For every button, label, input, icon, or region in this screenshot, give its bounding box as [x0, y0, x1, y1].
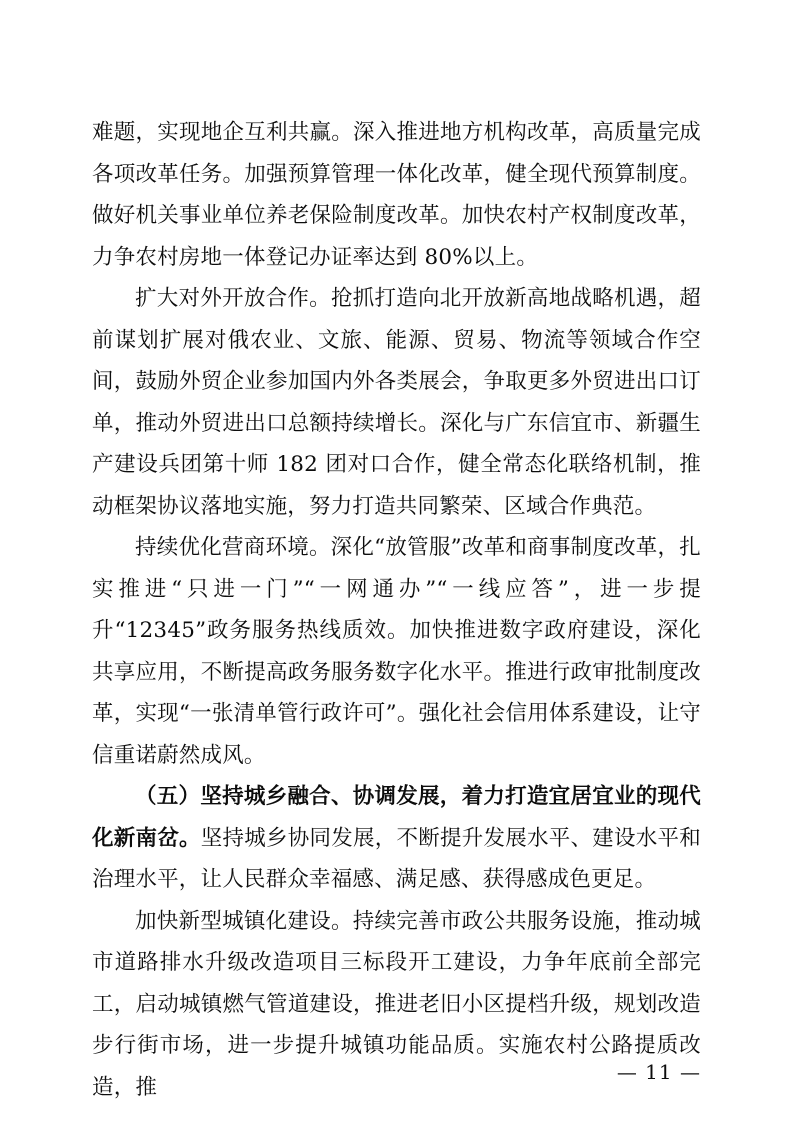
- page-number: — 11 —: [616, 1060, 701, 1084]
- paragraph-text: 加快新型城镇化建设。持续完善市政公共服务设施，推动城市道路排水升级改造项目三标段开工建设，力争年底前全部完工，启动城镇燃气管道建设，推进老旧小区提档升级，规划改造步行街市场，进一步提升城镇功能品质。实施农村公路提质改造，推: [92, 908, 701, 1100]
- paragraph-text: 扩大对外开放合作。抢抓打造向北开放新高地战略机遇，超前谋划扩展对俄农业、文旅、能源、贸易、物流等领域合作空间，鼓励外贸企业参加国内外各类展会，争取更多外贸进出口订单，推动外贸进出口总额持续增长。深化与广东信宜市、新疆生产建设兵团第十师 182 团对口合作，健全常态化联络机制，推动框架协议落地实施，努力打造共同繁荣、区域合作典范。: [92, 286, 701, 519]
- paragraph-text: 坚持城乡协同发展，不断提升发展水平、建设水平和治理水平，让人民群众幸福感、满足感、获得感成色更足。: [92, 825, 701, 892]
- paragraph-text: 持续优化营商环境。深化“放管服”改革和商事制度改革，扎实推进“只进一门”“一网通办”“一线应答”，进一步提升“12345”政务服务热线质效。加快推进数字政府建设，深化共享应用，不断提高政务服务数字化水平。推进行政审批制度改革，实现“一张清单管行政许可”。强化社会信用体系建设，让守信重诺蔚然成风。: [92, 535, 701, 768]
- paragraph-continued-reform: [92, 112, 701, 278]
- paragraph-business-environment: [92, 527, 701, 776]
- section-heading-inline: （五）坚持城乡融合、协调发展，着力打造宜居宜业的现代化新南岔。: [92, 784, 701, 851]
- paragraph-opening-cooperation: [92, 278, 701, 527]
- paragraph-text: 难题，实现地企互利共赢。深入推进地方机构改革，高质量完成各项改革任务。加强预算管理一体化改革，健全现代预算制度。做好机关事业单位养老保险制度改革。加快农村产权制度改革，力争农村房地一体登记办证率达到 80%以上。: [92, 120, 701, 270]
- document-body: [92, 112, 701, 1108]
- paragraph-section-five: [92, 776, 701, 901]
